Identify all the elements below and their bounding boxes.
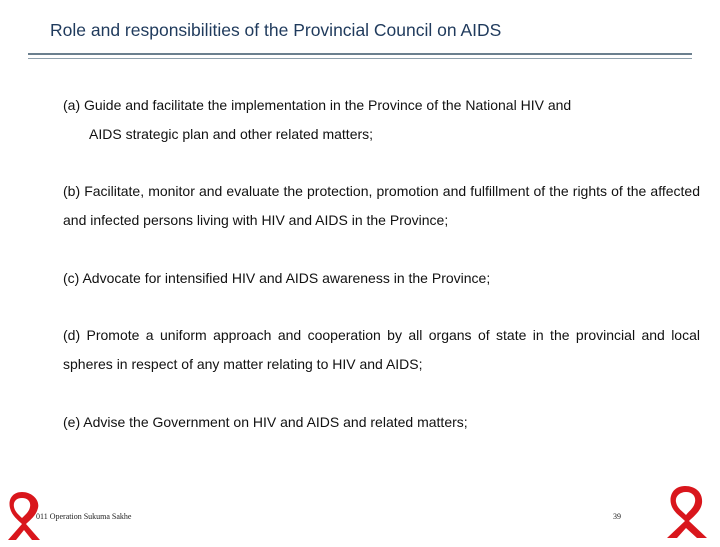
item-a-line2: AIDS strategic plan and other related matters; [89,126,374,142]
responsibility-item-a [63,91,700,149]
title-divider-line-thin [28,58,692,59]
responsibility-item-d: (d) Promote a uniform approach and cooperation by all organs of state in the provincial and local spheres in respect of any matter relating to HIV and AIDS; [63,327,700,372]
red-ribbon-icon [655,484,715,545]
page-number: 39 [613,512,621,521]
slide-title: Role and responsibilities of the Provincial Council on AIDS [50,20,502,40]
responsibility-item-b: (b) Facilitate, monitor and evaluate the protection, promotion and fulfillment of the rights of the affected and infected persons living with HIV and AIDS in the Province; [63,183,700,228]
responsibility-item-e: (e) Advise the Government on HIV and AIDS and related matters; [63,414,468,430]
item-a-line1: (a) Guide and facilitate the implementation in the Province of the National HIV and [63,97,572,113]
footer-text: 011 Operation Sukuma Sakhe [36,512,132,521]
responsibility-item-c: (c) Advocate for intensified HIV and AIDS awareness in the Province; [63,270,491,286]
title-divider-line [28,53,692,55]
